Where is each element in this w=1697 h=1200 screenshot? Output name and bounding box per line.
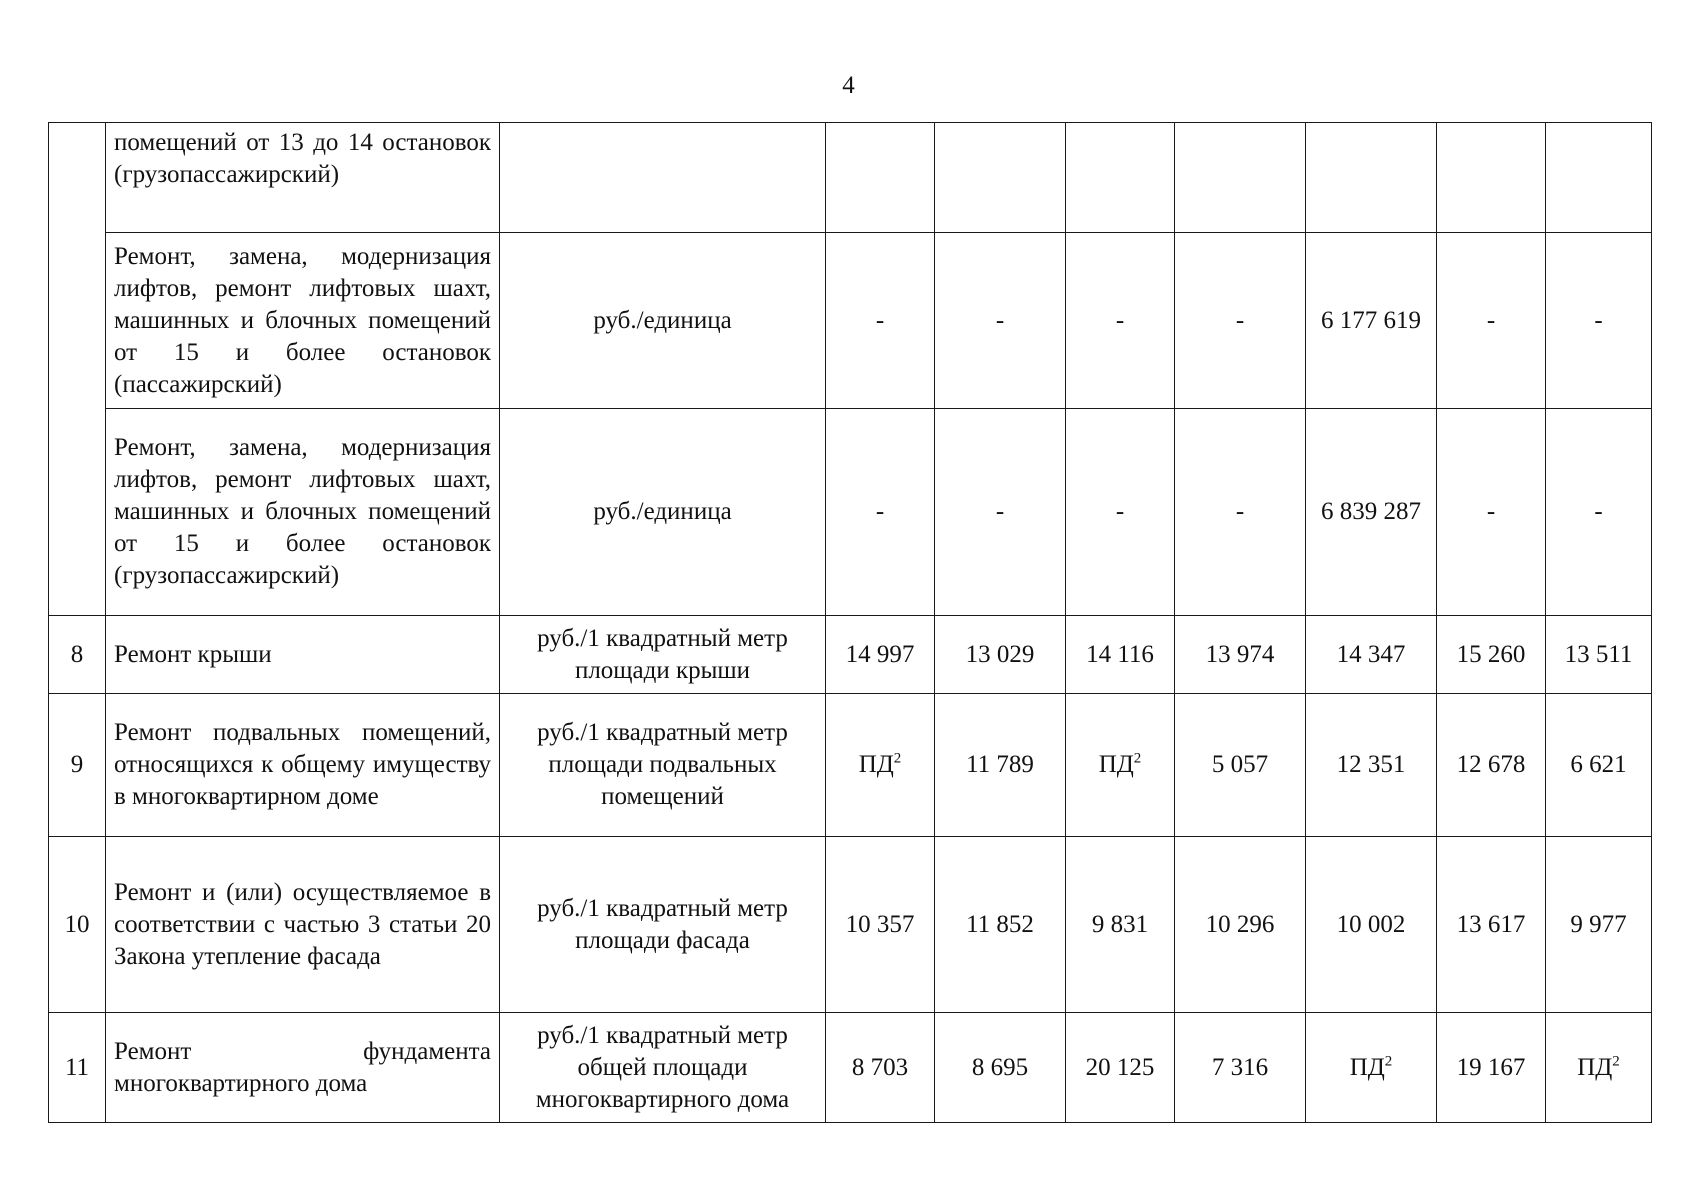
value-cell: 8 703 [826,1013,935,1123]
row-number: 11 [49,1013,106,1123]
unit-cell: руб./единица [500,409,826,616]
value-cell [1437,123,1546,233]
value-cell: 12 351 [1306,694,1437,837]
value-cell: $ПД^2$ [826,694,935,837]
table-row [49,616,1652,694]
value-cell: 19 167 [1437,1013,1546,1123]
value-cell: 15 260 [1437,616,1546,694]
value-cell: 6 839 287 [1306,409,1437,616]
value-cell: 5 057 [1175,694,1306,837]
work-description: Ремонт крыши [106,616,500,694]
unit-cell [500,123,826,233]
value-cell [1306,123,1437,233]
value-cell: 10 296 [1175,837,1306,1013]
row-number: 9 [49,694,106,837]
table-row [49,409,1652,616]
value-cell: 10 002 [1306,837,1437,1013]
value-cell [1175,123,1306,233]
value-cell: 6 177 619 [1306,233,1437,409]
value-cell [1546,123,1652,233]
value-cell: - [826,233,935,409]
value-cell: $ПД^2$ [1306,1013,1437,1123]
value-cell: 12 678 [1437,694,1546,837]
unit-cell: руб./1 квадратный метр общей площади многоквартирного дома [500,1013,826,1123]
work-description: Ремонт фундамента многоквартирного дома [106,1013,500,1123]
value-cell: - [826,409,935,616]
value-cell: 14 347 [1306,616,1437,694]
work-description: Ремонт и (или) осуществляемое в соответствии с частью 3 статьи 20 Закона утепление фасада [106,837,500,1013]
value-cell: $ПД^2$ [1546,1013,1652,1123]
value-cell: 14 116 [1066,616,1175,694]
value-cell: 13 511 [1546,616,1652,694]
value-cell: - [935,409,1066,616]
unit-cell: руб./1 квадратный метр площади подвальных помещений [500,694,826,837]
value-cell: - [1546,233,1652,409]
value-cell: 11 852 [935,837,1066,1013]
value-cell: 20 125 [1066,1013,1175,1123]
work-description: Ремонт подвальных помещений, относящихся к общему имуществу в многоквартирном доме [106,694,500,837]
table-row [49,123,1652,233]
value-cell: 11 789 [935,694,1066,837]
work-description: помещений от 13 до 14 остановок (грузопассажирский) [106,123,500,233]
value-cell: 9 977 [1546,837,1652,1013]
row-number [49,123,106,616]
value-cell: - [1437,233,1546,409]
unit-cell: руб./1 квадратный метр площади крыши [500,616,826,694]
row-number: 10 [49,837,106,1013]
value-cell: 13 029 [935,616,1066,694]
value-cell: 13 974 [1175,616,1306,694]
value-cell [935,123,1066,233]
work-description: Ремонт, замена, модернизация лифтов, ремонт лифтовых шахт, машинных и блочных помещений от 15 и более остановок (грузопассажирский) [106,409,500,616]
work-description: Ремонт, замена, модернизация лифтов, ремонт лифтовых шахт, машинных и блочных помещений от 15 и более остановок (пассажирский) [106,233,500,409]
row-number: 8 [49,616,106,694]
value-cell: - [1066,233,1175,409]
value-cell: - [935,233,1066,409]
table-row [49,1013,1652,1123]
value-cell: - [1546,409,1652,616]
table-row [49,233,1652,409]
value-cell: 7 316 [1175,1013,1306,1123]
value-cell: - [1175,409,1306,616]
table-row [49,694,1652,837]
unit-cell: руб./1 квадратный метр площади фасада [500,837,826,1013]
value-cell [1066,123,1175,233]
value-cell: 10 357 [826,837,935,1013]
value-cell: 13 617 [1437,837,1546,1013]
value-cell: $ПД^2$ [1066,694,1175,837]
value-cell: 14 997 [826,616,935,694]
value-cell: - [1066,409,1175,616]
value-cell: 6 621 [1546,694,1652,837]
table-row [49,837,1652,1013]
value-cell: - [1175,233,1306,409]
value-cell: - [1437,409,1546,616]
unit-cell: руб./единица [500,233,826,409]
cost-table [48,122,1652,1123]
value-cell: 9 831 [1066,837,1175,1013]
value-cell: 8 695 [935,1013,1066,1123]
page-number: 4 [842,72,855,99]
value-cell [826,123,935,233]
